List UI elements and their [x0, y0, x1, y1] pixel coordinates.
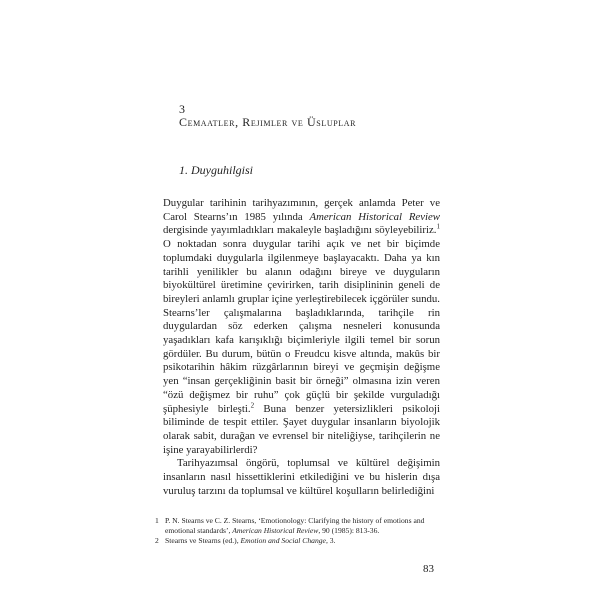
footnote-2-italic: Emotion and Social Change: [240, 536, 326, 545]
body-text: [163, 197, 440, 498]
paragraph-1-text-d: Buna benzer yetersizlikleri psikoloji biliminde de tespit ettiler. Şayet duygular insanların biyolojik olarak sabit, durağan ve evrensel bir niteliğiyse, tarihçilerin ne işine yarayabilirlerdi?: [163, 402, 440, 456]
chapter-number: 3: [179, 102, 185, 116]
footnote-2-text: [165, 536, 440, 546]
page-number: 83: [423, 563, 434, 575]
paragraph-1: [163, 197, 440, 457]
paragraph-1-text-c: O noktadan sonra duygular tarihi açık ve net bir biçimde toplumdaki duygularla ilgilenmeye başlayacaktı. Daha ya kın tarihli yenilikler bu alanın odağını bireye ve duyguların biyokültürel üretimine çevirirken, tarih disiplininin geneli de bireyleri anlamlı gruplar içine yerleştirebilecek içgörüler sundu. Stearns’ler çalışmalarına başladıklarında, tarihçile rin duygulardan söz ederken çalışma nesneleri konusunda yaşadıkları kafa karışıklığı biçimleriyle ilgili temel bir sorun gördüler. Bu durum, bütün o Freudcu kisve altında, makûs bir psikotarihin hâkim rüzgârlarının bireyi ve geçmişin değişme yen “insan gerçekliğinin basit bir örneği” olmasına izin veren “özü değişmez bir ruhu” çok güçlü bir şekilde vurguladığı şüphesiyle birleşti.: [163, 238, 440, 415]
chapter-title: Cemaatler, Rejimler ve Üsluplar: [179, 115, 357, 129]
footnote-1-italic: American Historical Review: [232, 526, 319, 535]
footnote-ref-1[interactable]: 1: [436, 222, 440, 231]
footnote-2-text-a: Stearns ve Stearns (ed.),: [165, 536, 241, 545]
section-heading: 1. Duyguhilgisi: [179, 163, 253, 177]
paragraph-1-text-b: dergisinde yayımladıkları makaleyle başladığını söyleyebiliriz.: [163, 224, 437, 237]
footnote-2: [155, 536, 440, 546]
journal-title: American Historical Review: [309, 210, 440, 223]
footnote-1: [155, 516, 440, 536]
footnote-1-text: [165, 516, 440, 536]
footnotes: [155, 516, 440, 546]
footnote-1-mark: 1: [155, 516, 159, 525]
paragraph-1-text-a: Duygular tarihinin tarihyazımının, gerçek anlamda Peter ve Carol Stearns’ın 1985 yılında: [163, 197, 440, 223]
footnote-2-mark: 2: [155, 536, 159, 545]
footnote-ref-2[interactable]: 2: [250, 400, 255, 409]
paragraph-2: Tarihyazımsal öngörü, toplumsal ve kültürel değişimin insanların nasıl hissettiklerini etkilediğini ve bu hislerin dışa vuruluş tarzını da toplumsal ve kültürel koşulların belirlediğini: [163, 457, 440, 497]
footnote-1-text-b: , 90 (1985): 813-36.: [318, 526, 380, 535]
footnote-1-text-a: P. N. Stearns ve C. Z. Stearns, ‘Emotionology: Clarifying the history of emotions and emotional standards’,: [165, 516, 425, 535]
footnote-2-text-b: , 3.: [325, 536, 336, 545]
